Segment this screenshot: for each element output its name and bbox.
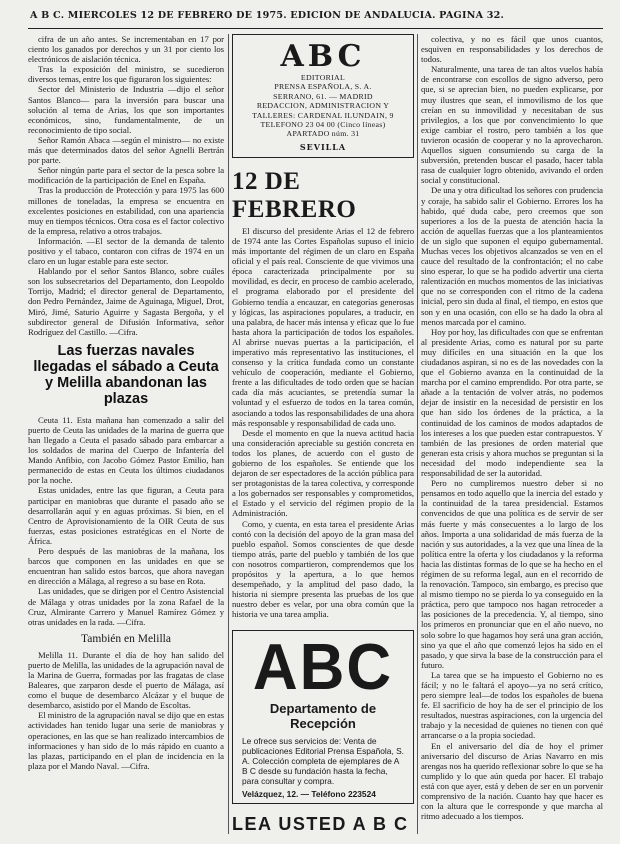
paragraph: El discurso del presidente Arias el 12 de febrero de 1974 ante las Cortes Españolas supuso el inicio más importante del régimen de un claro en España oficial y el país real. Consciente de que vivimos una época caracterizada principalmente por su movilidad, es decir, en proceso de cambio acelerado, el programa elaborado por el presidente del Gobierno tendía a encauzar, en categorías generosas y lógicas, las aspiraciones populares, a traducir, en una palabra, de hacer más intensa y eficaz que lo fue hasta ahora la participación de todos los españoles. Al abrirse nuevas puertas a la participación, el imperativo más representativo las instituciones, el consenso y la crítica fundada como un constante vehículo de cooperación, mediante el Gobierno, frente a las dificultades de todo orden que se hacían cada día más acuciantes, se pretendía sumar la voluntad y el esfuerzo de todos en la tarea común, asociando a todos las responsabilidades de una ahora más responsable y responsabilidad de cada uno. (232, 225, 414, 428)
left-mid-text (28, 415, 224, 627)
paragraph: Tras la producción de Protección y para 1975 las 600 millones de toneladas, la empresa se encuentra en excelentes posiciones en estabilidad, con una apariencia muy en tiempos técnicos. Otra cosa es el factor colectivo de la empresa, relativo a otros trabajos. (28, 185, 224, 236)
paragraph: Estas unidades, entre las que figuran, a Ceuta para participar en maniobras que durante el pasado año se desarrollarán aquí y en aguas próximas. Si bien, en el Centro de Aprovisionamiento de la OIR Ceuta de sus fuerzas, estas posiciones estratégicas en el Norte de África. (28, 485, 224, 546)
editorial-title: 12 DE FEBRERO (232, 167, 357, 223)
masthead-line: APARTADO núm. 31 (286, 129, 360, 139)
paragraph: En el aniversario del día de hoy el primer aniversario del discurso de Arias Navarro en mis arengas nos ha querido reflexionar sobre lo que se ha cumplido y lo que aún queda por hacer. El trabajo está con que ayer, está y deben de ser en un porvenir comprensivo de la nación. Cuanto hay que hacer es con la altura que le corresponde y que marcha al ritmo adecuado a los tiempos. (421, 740, 603, 822)
left-top-text (28, 34, 224, 337)
right-text (421, 34, 603, 821)
reception-ad-box (232, 630, 414, 804)
melilla-subhead: También en Melilla (81, 632, 171, 645)
left-bottom-text (28, 650, 224, 771)
masthead-line: PRENSA ESPAÑOLA, S. A. (274, 82, 372, 92)
paragraph: Sector del Ministerio de Industria —dijo el señor Santos Blanco— para la inversión para buscar una solución al tema de Arias, los que son importantes económicos, sino, fundamentalmente, de un reconocimiento de tipo social. (28, 84, 224, 135)
editorial-text (232, 226, 414, 620)
abc-large-logo: ABC (252, 630, 394, 704)
header-rule (28, 28, 603, 29)
column-divider-left (228, 34, 229, 834)
masthead-line: TELEFONO 23 04 00 (Cinco líneas) (260, 120, 386, 130)
middle-column (232, 34, 414, 834)
paragraph: Naturalmente, una tarea de tan altos vuelos había de encontrarse con escollos de signo adverso, pero que, si se aprecian bien, no pueden explicarse, por muy ilustres que sean, el inmovilismo de los que creían en su inmovilidad y necesitaban de sus privilegios, a los que por convencimiento lo que exige cambiar el rostro, pero también a los que tuvieron ocasión de cooperar y no la aprovecharon. Aquellos siguen consumiendo su carga de la subversión, pretenden buscar el pasado, hacer tabla rasa de cualquier logro obtenido, avivando el orden social y constitucional. (421, 64, 603, 186)
paragraph: Hablando por el señor Santos Blanco, sobre cuáles son los subsecretarios del Departamento, don Leopoldo Torrijo, Madrid; el director general de Departamento, don Pedro Pernández, Jaime de Aguinaga, Miguel, Drot, Miró, Jimé, Saturio Aguirre y Sagasta Bergoña, y el subdirector general de Difusión Informativa, señor Rodríguez del Castillo. —Cifra. (28, 266, 224, 337)
masthead-city: SEVILLA (299, 141, 347, 152)
paragraph: La tarea que se ha impuesto el Gobierno no es fácil; y no le faltará el apoyo—ya no será crítico, pero siempre leal—de todos los españoles de buena fe. El sacrificio de hoy ha de ser el principio de los resultados, nuestras aspiraciones, con la urgencia del trabajo y la necesidad de quienes no tienen con qué arrancarse o a la propia sociedad. (421, 669, 603, 741)
paragraph: Pero después de las maniobras de la mañana, los barcos que componen en las unidades en que se encuentran han salido estos barcos, que ahora navegan en dirección a Málaga, al regreso a su base en Rota. (28, 546, 224, 587)
masthead-line: REDACCION, ADMINISTRACION Y TALLERES: CARDENAL ILUNDAIN, 9 (252, 101, 394, 120)
read-abc-slogan: LEA USTED A B C (232, 813, 409, 834)
paragraph: Melilla 11. Durante el día de hoy han salido del puerto de Melilla, las unidades de la agrupación naval de la Marina de Guerra, formadas por las fragatas de clase Baleares, que zarparon desde el puerto de Málaga, así como el buque de desembarco Alcázar y el buque de desembarco, asistido por el Mando de Escoltas. (28, 649, 224, 711)
paragraph: Señor ningún parte para el sector de la pesca sobre la modificación de la participación de Enel en España. (28, 165, 224, 186)
left-column (28, 34, 224, 834)
paragraph: Ceuta 11. Esta mañana han comenzado a salir del puerto de Ceuta las unidades de la marina de guerra que han llegado a Ceuta el pasado sábado para embarcar a los soldados de marina del Cuerpo de Infantería del Mando Anfibio, con Jacobo Gómez Pastor Emilio, han permanecido de estas en Ceuta los últimos ciudadanos por la noche. (28, 414, 224, 486)
page-header: A B C. MIERCOLES 12 DE FEBRERO DE 1975. EDICION DE ANDALUCIA. PAGINA 32. (30, 10, 505, 21)
paragraph: Señor Ramón Abaca —según el ministro— no existe más que determinados datos del señor Agnelli Bertrán por parte. (28, 134, 224, 166)
masthead-box (232, 34, 414, 158)
naval-forces-headline: Las fuerzas navales llegadas el sábado a Ceuta y Melilla abandonan las plazas (33, 342, 219, 407)
paragraph: El ministro de la agrupación naval se dijo que en estas actividades han tenido lugar una serie de maniobras y operaciones, en las que se han realizado intercambios de informaciones y han sido de lo más rápido en cuanto a las plazas, participando en el plan de incidencia en la plaza por el Mando Naval. —Cifra. (28, 710, 224, 771)
paragraph: Las unidades, que se dirigen por el Centro Asistencial de Málaga y otras unidades por la zona Rafael de la Cruz, Almirante Carrero y Manuel Ramírez Gómez y otras unidades en la rada. —Cifra. (28, 586, 224, 627)
department-title: Departamento de Recepción (269, 700, 377, 731)
masthead-line: SERRANO, 61. — MADRID (273, 91, 373, 101)
address-phone: Velázquez, 12. — Teléfono 223524 (242, 788, 376, 799)
paragraph: Desde el momento en que la nueva actitud hacia una consideración apreciable su gestión concreta en todos los planes, de acuerdo con el gusto de gobierno de los españoles. Se entiende que los dejaron de ser espectadores de la acción pública para ser protagonistas de la tarea colectiva, y corresponde a los gobernados ser responsables y comprometidos, el Estado y el servicio del régimen propio de la Administración. (232, 427, 414, 519)
column-divider-right (417, 34, 418, 834)
abc-logo: ABC (280, 39, 366, 74)
masthead-line: EDITORIAL (300, 73, 346, 82)
paragraph: Tras la exposición del ministro, se sucedieron diversos temas, entre los que figuraron los siguientes: (28, 64, 224, 85)
paragraph: cifra de un año antes. Se incrementaban en 17 por ciento los ganados por derechos y un 31 por ciento los electrónicos de aislación técnica. (28, 34, 224, 65)
right-column (421, 34, 603, 834)
paragraph: Información. —El sector de la demanda de talento positivo y el tabaco, contaron con cifras de 1974 en un claro en un lugar estable para este sector. (28, 235, 224, 267)
paragraph: Como, y cuenta, en esta tarea el presidente Arias contó con la decisión del apoyo de la gran masa del pueblo español. Somos conscientes de que desde tiempo atrás, parte del pueblo y también de los que con nosotros compartieron, comprendemos que los propósitos y la apertura, a lo que hemos desempeñado, y la amplitud del paso dado, la historia ni siempre presenta las pruebas de los que nuestro deber es velar, por una obra común que la historia ve una tarea amplia. (232, 518, 414, 620)
paragraph: Pero no cumpliremos nuestro deber si no pensamos en todo aquello que la inercia del estado y la continuidad de la tarea presidencial. Estamos convencidos de que una política es de servir de ser más fuerte y más consecuentes a lo largo de los años. Importa a una solidaridad de más fuerza de la nación y sus autoridades, a la vez que una línea de la política entre la oferta y los ciudadanos y la reforma hacia las distintas formas de lo que se ha hecho en el régimen de su reforma legal, aun en el recorrido de la renovación. Tampoco, sin embargo, es preciso que al mismo tiempo no se pierda lo ya conseguido en la práctica, pero que tampoco nos hagan retroceder a las posiciones de la precedencia. Y, al tiempo, sino los primeros en pronunciar que en el año nuevo, no solo sobre lo que hagamos hoy será una gran acción, sino ya que el año que comenzó lejos ha sido en el pasado, y que sirva la base de la construcción para el futuro. (421, 478, 603, 670)
services-offer: Le ofrece sus servicios de: Venta de publicaciones Editorial Prensa Española, S. A. Colección completa de ejemplares de A B C desde su fundación hasta la fecha, para consultar y compra. (242, 735, 405, 786)
paragraph: De una y otra dificultad los señores con prudencia y coraje, ha sabido salir el Gobierno. Errores los ha habido, qué duda cabe, pero creemos que son superiores a los de la puesta de atención hacia la acción de aquellas fuerzas que a los planteamientos de un siglo que suponen el equipo gubernamental. Muchas veces los objetivos alcanzados se ven en el cauce del resultado de la confrontación; el no cabe sino esperar, lo que se ha podido advertir una cierta ralentización en muchos momentos de las iniciativas que no se corresponden con el ritmo de la cadena inicial, pero sin duda al final, el tiempo, en estos que son y en una ocasión, con ello se ha dado la obra al menos marcada por el camino. (421, 185, 603, 327)
paragraph: Hoy por hoy, las dificultades con que se enfrentan al presidente Arias, como es natural por su parte muy difíciles en una situación en la que los ciudadanos aspiran, si no es de las novedades con la que el Gobierno avanza en la continuidad de la marcha por el camino emprendido. Por otra parte, se añade a la tentación de volver atrás, no podemos dejar de insistir en la necesidad de persistir en los que han sido los órdenes de la práctica, a la continuidad de los caminos de modos adaptados de los intereses a los que pueden estar contrapuestos. Y también de las presiones de orden material que generan esta crisis y ahora muchos se preguntan si la necesidad del modo independiente sea la responsabilidad de ser la autoridad. (421, 326, 603, 479)
paragraph: colectiva, y no es fácil que unos cuantos, esquiven en responsabilidades y los derechos de todos. (421, 34, 603, 65)
